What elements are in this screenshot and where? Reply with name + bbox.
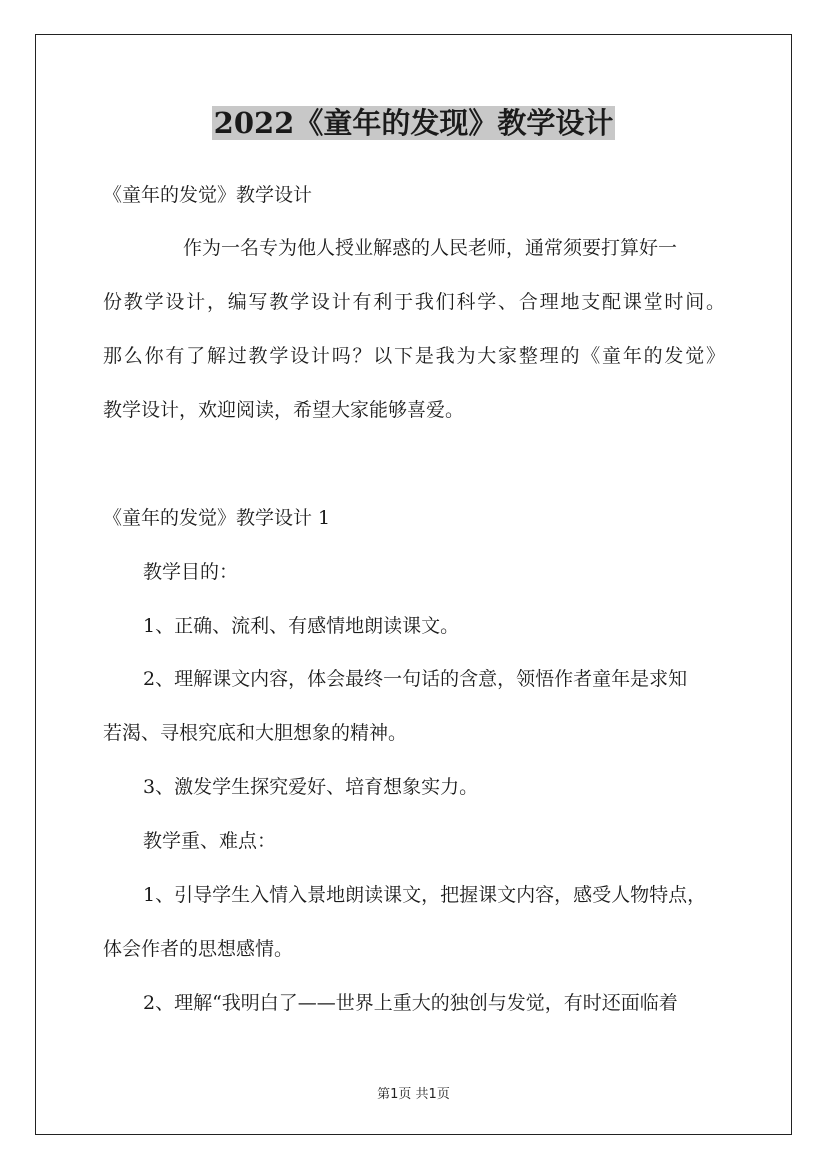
goal-3: 3、激发学生探究爱好、培育想象实力。 [143,776,479,798]
intro-line-1: 作为一名专为他人授业解惑的人民老师，通常须要打算好一 [183,237,678,259]
key-point-2-line-1: 2、理解“我明白了——世界上重大的独创与发觉，有时还面临着 [143,992,678,1014]
document-title [0,103,827,143]
goals-heading: 教学目的： [143,561,239,583]
intro-line-3: 那么你有了解过教学设计吗？以下是我为大家整理的《童年的发觉》 [103,345,725,367]
key-points-heading: 教学重、难点： [143,830,277,852]
page-footer: 第1页 共1页 [377,1087,450,1102]
goal-2-line-1: 2、理解课文内容，体会最终一句话的含意，领悟作者童年是求知 [143,668,688,690]
goal-2-line-2: 若渴、寻根究底和大胆想象的精神。 [103,722,408,744]
key-point-1-line-1: 1、引导学生入情入景地朗读课文，把握课文内容，感受人物特点， [143,884,707,906]
section-heading: 《童年的发觉》教学设计 1 [103,507,331,529]
intro-line-4: 教学设计，欢迎阅读，希望大家能够喜爱。 [103,399,465,421]
goal-1: 1、正确、流利、有感情地朗读课文。 [143,615,460,637]
document-title-text: 2022《童年的发现》教学设计 [213,106,614,140]
intro-line-2: 份教学设计，编写教学设计有利于我们科学、合理地支配课堂时间。 [103,291,725,313]
key-point-1-line-2: 体会作者的思想感情。 [103,938,294,960]
subtitle: 《童年的发觉》教学设计 [103,184,313,206]
